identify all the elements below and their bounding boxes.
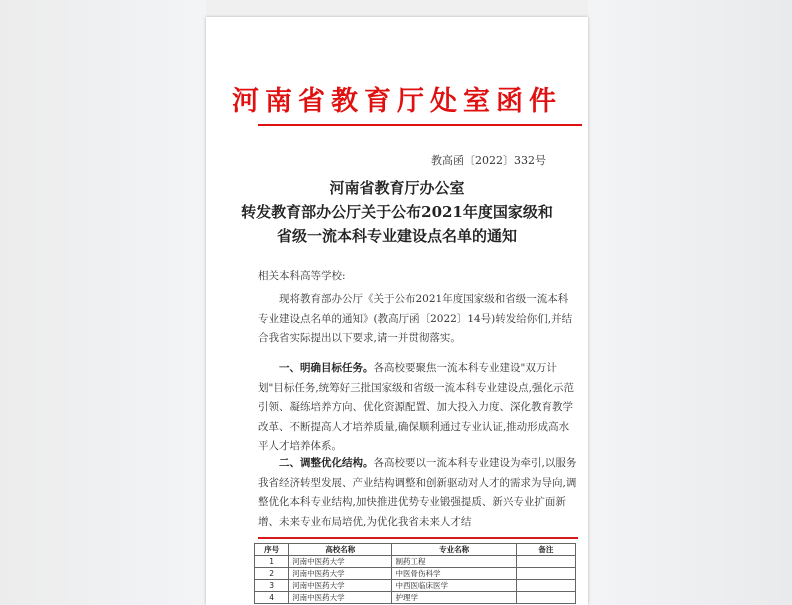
background-right xyxy=(588,0,792,605)
highlight-red-underline xyxy=(258,537,578,539)
table-row xyxy=(255,568,576,580)
cell-remark xyxy=(516,592,575,604)
cell-university: 河南中医药大学 xyxy=(289,580,392,592)
title-line-1: 河南省教育厅办公室 xyxy=(329,179,465,197)
paragraph-structure-heading: 二、调整优化结构。 xyxy=(279,457,374,469)
cell-index: 4 xyxy=(255,592,289,604)
header-index: 序号 xyxy=(255,544,289,556)
cell-remark xyxy=(516,580,575,592)
cell-major: 护理学 xyxy=(392,592,516,604)
title-line-2: 转发教育部办公厅关于公布2021年度国家级和 xyxy=(241,203,553,221)
cell-university: 河南中医药大学 xyxy=(289,556,392,568)
paragraph-goals-heading: 一、明确目标任务。 xyxy=(279,362,374,374)
paragraph-structure-body: 各高校要以一流本科专业建设为牵引,以服务我省经济转型发展、产业结构调整和创新驱动对人才的需求为导向,调整优化本科专业结构,加快推进优势专业锻强提质、新兴专业扩面新增、未来专业布局培优,为优化我省未来人才结 xyxy=(258,457,577,528)
document-page xyxy=(206,17,588,605)
cell-index: 1 xyxy=(255,556,289,568)
salutation: 相关本科高等学校: xyxy=(258,270,346,282)
title-line-3: 省级一流本科专业建设点名单的通知 xyxy=(276,227,517,245)
paragraph-structure xyxy=(258,454,578,532)
cell-index: 2 xyxy=(255,568,289,580)
cell-remark xyxy=(516,556,575,568)
cell-major: 中西医临床医学 xyxy=(392,580,516,592)
major-list-table xyxy=(254,543,576,604)
cell-remark xyxy=(516,568,575,580)
cell-major: 中医骨伤科学 xyxy=(392,568,516,580)
cell-major: 制药工程 xyxy=(392,556,516,568)
document-number: 教高函〔2022〕332号 xyxy=(431,154,546,167)
masthead-title: 河南省教育厅处室函件 xyxy=(232,86,562,117)
cell-index: 3 xyxy=(255,580,289,592)
table-row xyxy=(255,580,576,592)
paragraph-goals-body: 各高校要聚焦一流本科专业建设"双万计划"目标任务,统筹好三批国家级和省级一流本科专业建设点,强化示范引领、凝练培养方向、优化资源配置、加大投入力度、深化教育教学改革、不断提高人才培养质量,确保顺利通过专业认证,推动形成高水平人才培养体系。 xyxy=(258,362,575,452)
header-university: 高校名称 xyxy=(289,544,392,556)
background-left xyxy=(0,0,206,605)
masthead-red-rule xyxy=(258,124,582,126)
paragraph-intro: 现将教育部办公厅《关于公布2021年度国家级和省级一流本科专业建设点名单的通知》(教高厅函〔2022〕14号)转发给你们,并结合我省实际提出以下要求,请一并贯彻落实。 xyxy=(258,293,573,344)
paragraph-goals xyxy=(258,359,578,457)
header-remark: 备注 xyxy=(516,544,575,556)
cell-university: 河南中医药大学 xyxy=(289,568,392,580)
header-major: 专业名称 xyxy=(392,544,516,556)
table-header-row xyxy=(255,544,576,556)
cell-university: 河南中医药大学 xyxy=(289,592,392,604)
table-row xyxy=(255,556,576,568)
table-row xyxy=(255,592,576,604)
